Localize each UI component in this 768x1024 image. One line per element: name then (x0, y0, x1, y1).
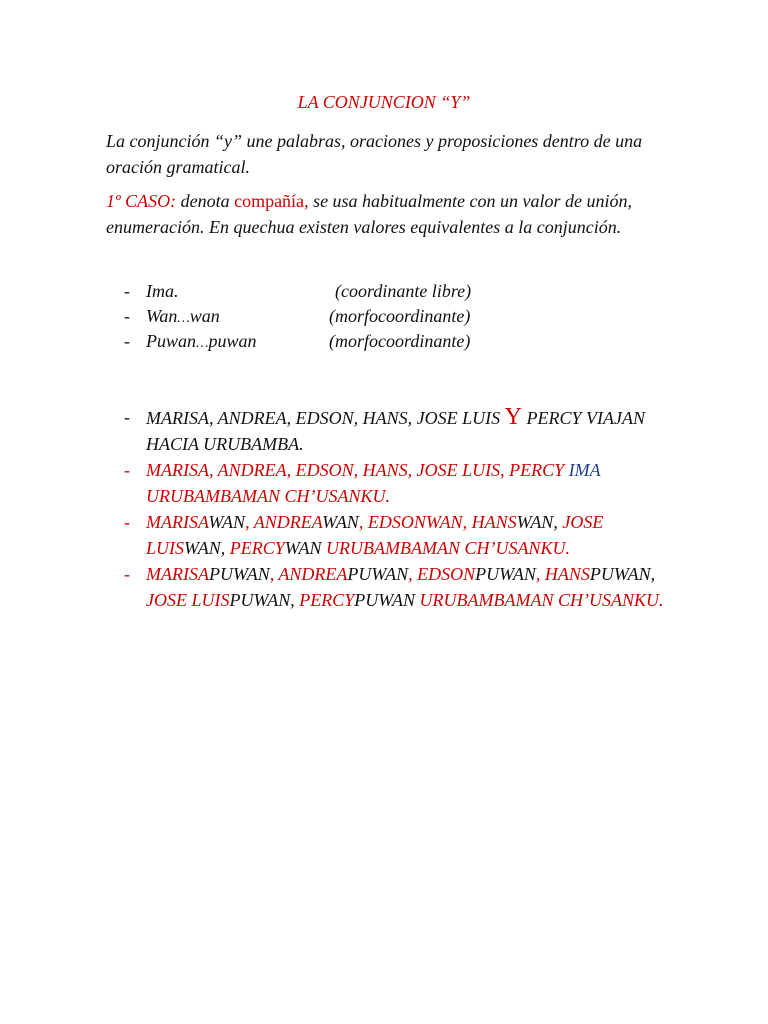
caso-text-b: se usa habitualmente con un valor de unión, enumeración. En quechua existen valores equivalentes a la conjunción. (106, 191, 633, 237)
intro-paragraph: La conjunción “y” une palabras, oraciones y proposiciones dentro de una oración gramatical. (106, 131, 643, 177)
examples-list (124, 404, 684, 613)
name-marisa: MARISA (146, 564, 209, 584)
name-percy: PERCY (299, 590, 355, 610)
example-item-wan (124, 509, 684, 561)
form-item-puwan (124, 329, 684, 354)
suffix-wan: WAN, (516, 512, 558, 532)
example-text: MARISA, ANDREA, EDSON, HANS, JOSE LUIS, PERCY (146, 460, 569, 480)
example-item-puwan (124, 561, 684, 613)
form-name-part: puwan (208, 331, 257, 351)
example-item-ima (124, 457, 684, 509)
form-type: (morfocoordinante) (329, 331, 471, 351)
name-jose-luis: JOSE LUIS (146, 590, 230, 610)
name-hans: HANS (471, 512, 517, 532)
conjunction-forms-list (124, 279, 684, 354)
bullet-dash: - (124, 306, 130, 326)
example-item-spanish (124, 404, 684, 457)
suffix-puwan: PUWAN (347, 564, 409, 584)
form-name-part: wan (189, 306, 220, 326)
form-name-part: Puwan (146, 331, 197, 351)
separator: , (408, 564, 418, 584)
separator: , (358, 512, 368, 532)
bullet-dash: - (124, 331, 130, 351)
example-text: PERCY VIAJAN HACIA URUBAMBA. (146, 408, 645, 454)
suffix-wan: WAN (284, 538, 322, 558)
suffix-puwan: PUWAN (354, 590, 415, 610)
page-title: LA CONJUNCION “Y” (297, 92, 471, 112)
form-name (146, 329, 256, 356)
name-jose-luis: JOSE LUIS (146, 512, 604, 558)
name-edson: EDSON (417, 564, 476, 584)
example-tail: URUBAMBAMAN CH’USANKU. (326, 538, 570, 558)
suffix-puwan: PUWAN (208, 564, 270, 584)
form-type: (morfocoordinante) (329, 306, 471, 326)
separator: , (245, 512, 254, 532)
name-percy: PERCY (229, 538, 285, 558)
caso-label: 1º CASO: (106, 191, 177, 211)
form-item-ima (124, 279, 684, 304)
name-marisa: MARISA (146, 512, 209, 532)
form-name-ellipsis: … (177, 311, 190, 326)
caso-text-a: denota (176, 191, 235, 211)
form-name-part: Wan (146, 306, 178, 326)
name-edson: EDSONWAN, (367, 512, 468, 532)
example-text: MARISA, ANDREA, EDSON, HANS, JOSE LUIS (146, 408, 505, 428)
name-andrea: ANDREA (253, 512, 323, 532)
bullet-dash: - (124, 460, 130, 480)
suffix-puwan: PUWAN, (229, 590, 295, 610)
conjunction-ima: IMA (568, 460, 601, 480)
form-name: Ima. (146, 281, 179, 301)
name-andrea: ANDREA (278, 564, 348, 584)
suffix-wan: WAN, (184, 538, 226, 558)
separator: , (269, 564, 279, 584)
caso-highlight: compañía, (234, 191, 309, 211)
form-name (146, 304, 220, 331)
form-type: (coordinante libre) (335, 281, 472, 301)
suffix-puwan: PUWAN, (589, 564, 656, 584)
name-hans: HANS (544, 564, 590, 584)
example-tail: URUBAMBAMAN CH’USANKU. (419, 590, 664, 610)
form-name-ellipsis: … (196, 336, 209, 351)
example-text: URUBAMBAMAN CH’USANKU. (146, 486, 390, 506)
suffix-puwan: PUWAN (475, 564, 536, 584)
form-item-wan (124, 304, 684, 329)
caso-paragraph (106, 188, 666, 240)
bullet-dash: - (124, 281, 130, 301)
suffix-wan: WAN (322, 512, 359, 532)
bullet-dash: - (124, 564, 130, 584)
suffix-wan: WAN (208, 512, 246, 532)
conjunction-y: Y (504, 404, 522, 430)
bullet-dash: - (124, 407, 130, 427)
separator: , (535, 564, 545, 584)
bullet-dash: - (124, 512, 130, 532)
